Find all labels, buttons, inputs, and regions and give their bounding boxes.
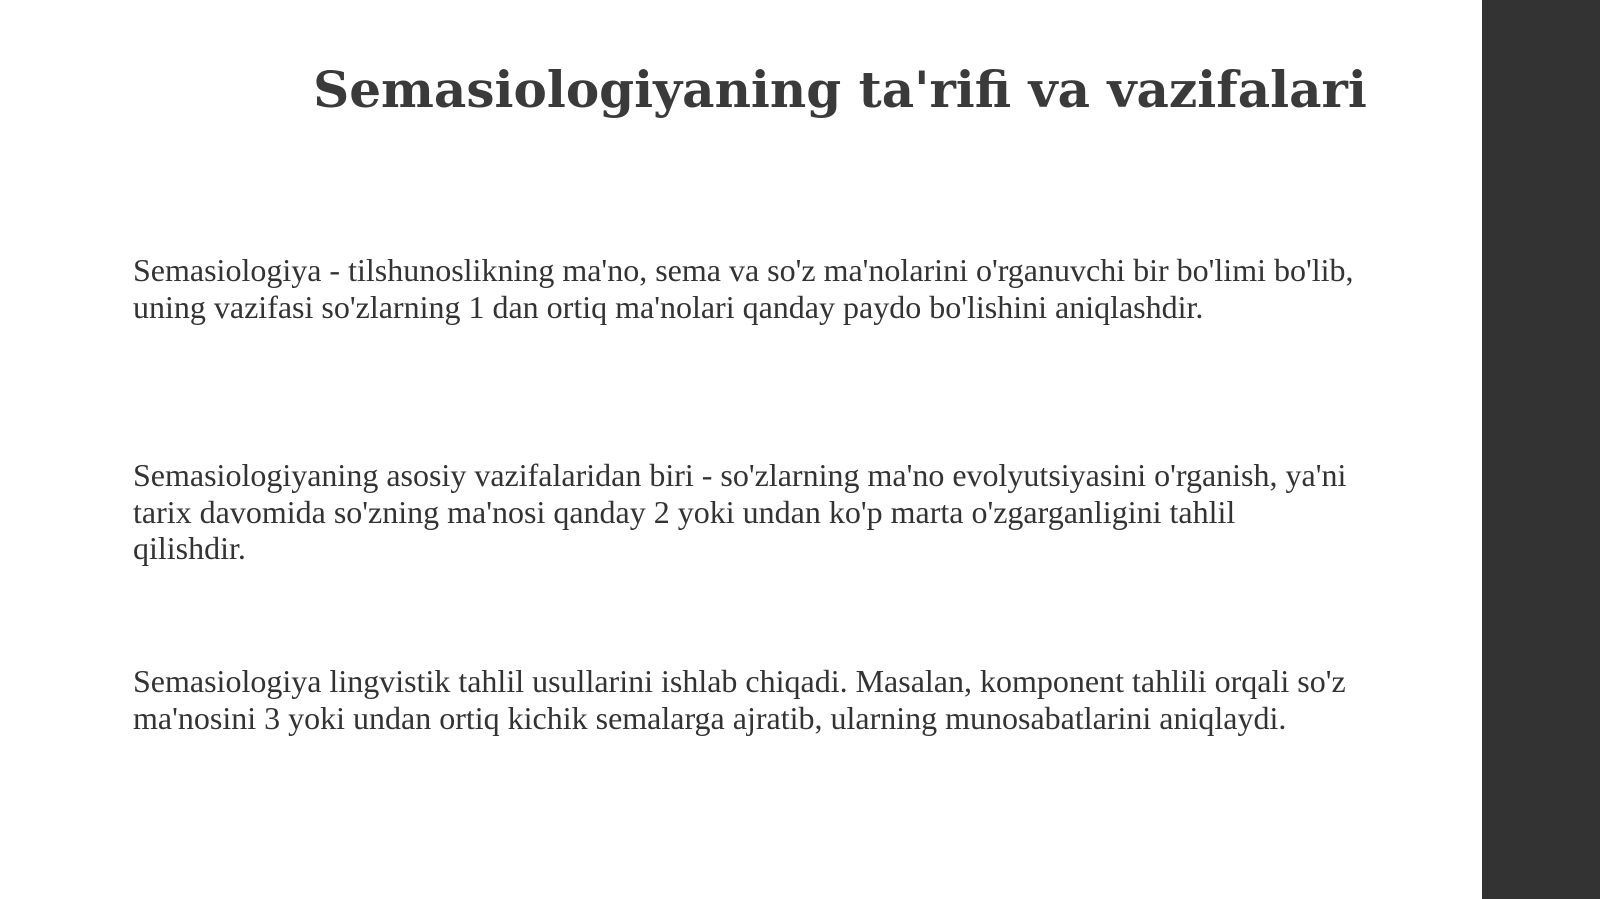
slide-title: Semasiologiyaning ta'rifi va vazifalari xyxy=(313,60,1367,119)
paragraph-line: Semasiologiya lingvistik tahlil usullarini ishlab chiqadi. Masalan, komponent tahlili orqali so'z xyxy=(133,663,1346,699)
paragraph-line: qilishdir. xyxy=(133,530,246,566)
paragraph-line: Semasiologiyaning asosiy vazifalaridan biri - so'zlarning ma'no evolyutsiyasini o'rganish, ya'ni xyxy=(133,457,1347,493)
decorative-side-bar xyxy=(1482,0,1600,899)
paragraph-evolution xyxy=(133,457,1482,567)
paragraph-methods xyxy=(133,663,1482,736)
paragraph-line: uning vazifasi so'zlarning 1 dan ortiq ma'nolari qanday paydo bo'lishini aniqlashdir. xyxy=(133,288,1204,325)
paragraph-line: tarix davomida so'zning ma'nosi qanday 2 yoki undan ko'p marta o'zgarganligini tahlil xyxy=(133,493,1236,530)
paragraph-line: Semasiologiya - tilshunoslikning ma'no, sema va so'z ma'nolarini o'rganuvchi bir bo'limi bo'lib, xyxy=(133,252,1354,288)
paragraph-definition xyxy=(133,252,1482,325)
paragraph-line: ma'nosini 3 yoki undan ortiq kichik semalarga ajratib, ularning munosabatlarini aniqlaydi. xyxy=(133,699,1287,736)
